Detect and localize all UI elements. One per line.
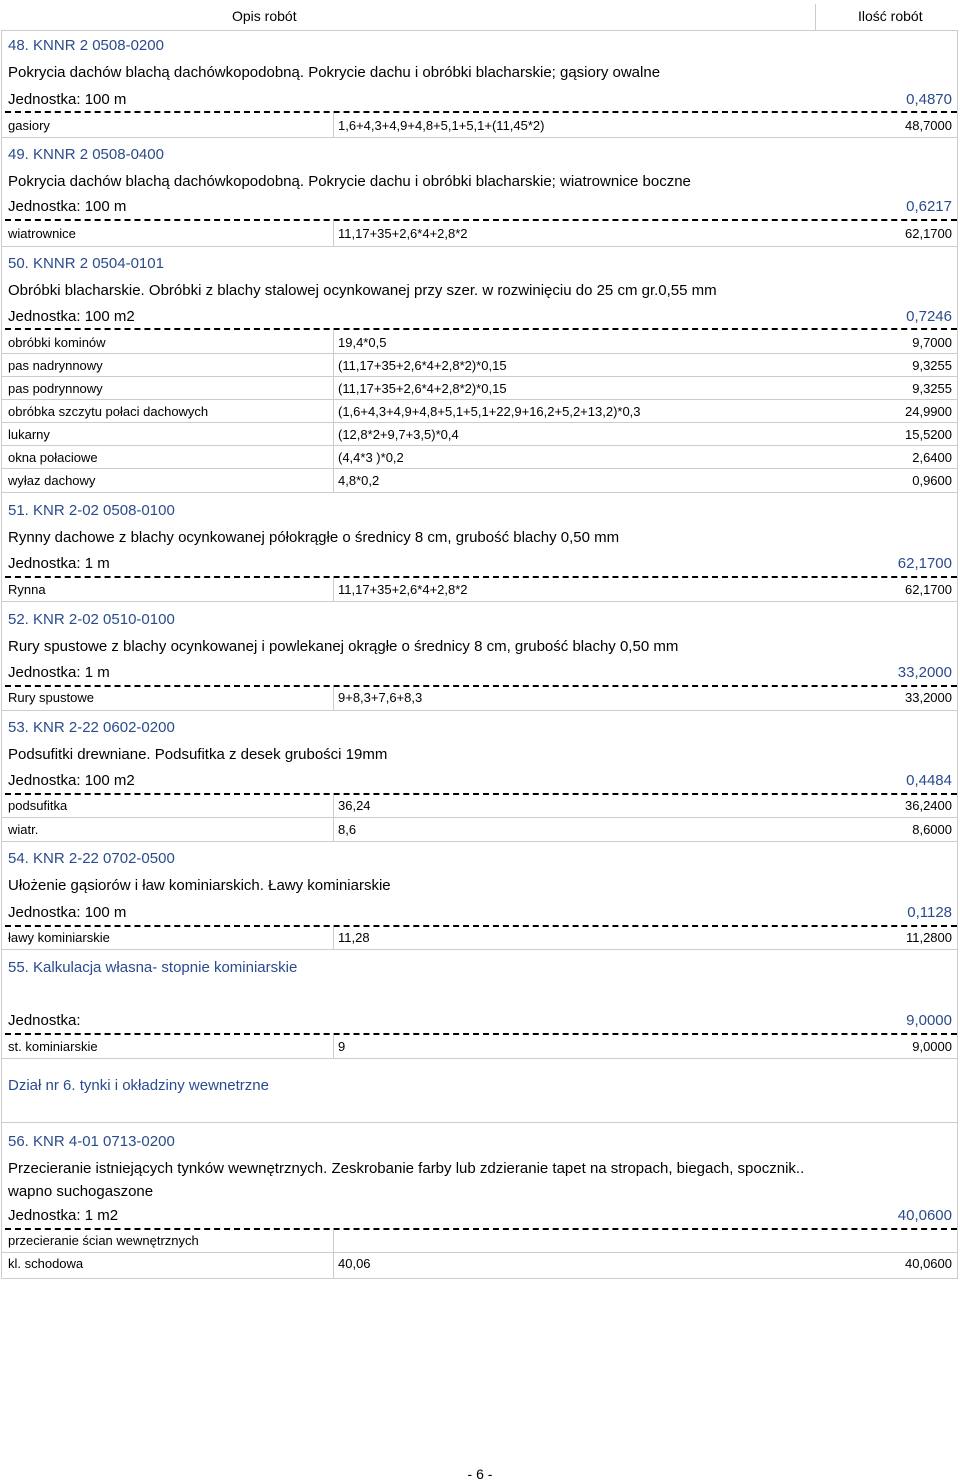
row-divider (1, 1252, 958, 1253)
row-divider (1, 399, 958, 400)
item-quantity: 0,1128 (907, 904, 952, 921)
row-formula: (4,4*3 )*0,2 (338, 450, 404, 465)
row-formula: 40,06 (338, 1256, 371, 1271)
row-formula: 1,6+4,3+4,9+4,8+5,1+5,1+(11,45*2) (338, 118, 545, 133)
column-divider (333, 927, 334, 949)
row-formula: 19,4*0,5 (338, 335, 387, 350)
item-unit: Jednostka: 100 m2 (8, 772, 135, 789)
table-header (0, 0, 960, 30)
item-code: 50. KNNR 2 0504-0101 (8, 255, 164, 272)
dashed-separator (5, 111, 957, 113)
item-code: 49. KNNR 2 0508-0400 (8, 146, 164, 163)
dashed-separator (5, 1228, 957, 1230)
item-code: 56. KNR 4-01 0713-0200 (8, 1133, 175, 1150)
section-title: Dział nr 6. tynki i okładziny wewnetrzne (8, 1077, 269, 1094)
row-divider (1, 841, 958, 842)
row-formula: (11,17+35+2,6*4+2,8*2)*0,15 (338, 381, 507, 396)
table-left-border (1, 30, 2, 1278)
row-value: 8,6000 (912, 822, 952, 837)
row-value: 62,1700 (905, 582, 952, 597)
row-label: Rury spustowe (8, 690, 94, 705)
row-divider (1, 949, 958, 950)
column-divider (333, 687, 334, 710)
row-value: 11,2800 (905, 930, 952, 945)
dashed-separator (5, 925, 957, 927)
item-unit: Jednostka: 100 m (8, 198, 127, 215)
column-divider (333, 578, 334, 601)
row-label: pas podrynnowy (8, 381, 103, 396)
row-divider (1, 137, 958, 138)
row-divider (1, 710, 958, 711)
row-divider (1, 817, 958, 818)
column-divider (333, 113, 334, 137)
row-formula: 11,17+35+2,6*4+2,8*2 (338, 226, 468, 241)
row-value: 9,7000 (912, 335, 952, 350)
item-quantity: 40,0600 (897, 1207, 952, 1224)
row-label: ławy kominiarskie (8, 930, 110, 945)
table-top-border (1, 30, 958, 31)
header-quantity: Ilość robót (858, 8, 923, 24)
table-right-border (957, 30, 958, 1278)
item-description: Podsufitki drewniane. Podsufitka z desek grubości 19mm (8, 746, 388, 763)
row-divider (1, 1122, 958, 1123)
row-value: 15,5200 (905, 427, 952, 442)
row-formula: 4,8*0,2 (338, 473, 380, 488)
row-value: 48,7000 (905, 118, 952, 133)
row-formula: 11,17+35+2,6*4+2,8*2 (338, 582, 468, 597)
row-divider (1, 1058, 958, 1059)
item-description: Rury spustowe z blachy ocynkowanej i powlekanej okrągłe o średnicy 8 cm, grubość blachy 0,50 mm (8, 638, 679, 655)
dashed-separator (5, 328, 957, 330)
item-unit: Jednostka: (8, 1012, 81, 1029)
row-label: st. kominiarskie (8, 1039, 98, 1054)
row-label: lukarny (8, 427, 50, 442)
item-description: Obróbki blacharskie. Obróbki z blachy stalowej ocynkowanej przy szer. w rozwinięciu do 25 cm gr.0,55 mm (8, 282, 717, 299)
row-divider (1, 601, 958, 602)
item-quantity: 0,4484 (906, 772, 952, 789)
item-quantity: 33,2000 (897, 664, 952, 681)
row-label: przecieranie ścian wewnętrznych (8, 1233, 199, 1248)
item-description: Rynny dachowe z blachy ocynkowanej półokrągłe o średnicy 8 cm, grubość blachy 0,50 mm (8, 529, 620, 546)
column-divider (333, 795, 334, 841)
header-description: Opis robót (232, 8, 297, 24)
column-divider (333, 1230, 334, 1278)
row-formula: 36,24 (338, 798, 371, 813)
item-code: 48. KNNR 2 0508-0200 (8, 37, 164, 54)
item-unit: Jednostka: 100 m2 (8, 308, 135, 325)
row-value: 36,2400 (905, 798, 952, 813)
row-label: Rynna (8, 582, 46, 597)
row-value: 62,1700 (905, 226, 952, 241)
row-formula: 9+8,3+7,6+8,3 (338, 690, 423, 705)
item-quantity: 62,1700 (897, 555, 952, 572)
row-value: 2,6400 (912, 450, 952, 465)
row-label: gasiory (8, 118, 50, 133)
item-code: 54. KNR 2-22 0702-0500 (8, 850, 175, 867)
page-number: - 6 - (467, 1466, 493, 1482)
item-description: Pokrycia dachów blachą dachówkopodobną. Pokrycie dachu i obróbki blacharskie; wiatrownice boczne (8, 173, 691, 190)
item-quantity: 0,4870 (906, 91, 952, 108)
item-quantity: 0,6217 (906, 198, 952, 215)
item-description: Pokrycia dachów blachą dachówkopodobną. Pokrycie dachu i obróbki blacharskie; gąsiory owalne (8, 64, 661, 81)
item-code: 51. KNR 2-02 0508-0100 (8, 502, 175, 519)
item-code: 55. Kalkulacja własna- stopnie kominiarskie (8, 959, 298, 976)
item-description: Przecieranie istniejących tynków wewnętrznych. Zeskrobanie farby lub zdzieranie tapet na stropach, biegach, spocznik.. (8, 1160, 805, 1177)
row-divider (1, 422, 958, 423)
row-value: 9,0000 (912, 1039, 952, 1054)
row-label: kl. schodowa (8, 1256, 84, 1271)
row-formula: 11,28 (338, 930, 370, 945)
row-label: pas nadrynnowy (8, 358, 103, 373)
row-divider (1, 492, 958, 493)
dashed-separator (5, 793, 957, 795)
row-value: 33,2000 (905, 690, 952, 705)
item-code: 53. KNR 2-22 0602-0200 (8, 719, 175, 736)
dashed-separator (5, 685, 957, 687)
row-formula: (11,17+35+2,6*4+2,8*2)*0,15 (338, 358, 507, 373)
item-unit: Jednostka: 100 m (8, 904, 127, 921)
table-bottom-border (1, 1278, 958, 1279)
row-formula: 9 (338, 1039, 346, 1054)
item-description-continued: wapno suchogaszone (8, 1183, 154, 1200)
item-unit: Jednostka: 100 m (8, 91, 127, 108)
column-divider (333, 1035, 334, 1058)
row-formula: (1,6+4,3+4,9+4,8+5,1+5,1+22,9+16,2+5,2+13,2)*0,3 (338, 404, 641, 419)
row-divider (1, 468, 958, 469)
row-label: wyłaz dachowy (8, 473, 96, 488)
row-label: wiatrownice (8, 226, 76, 241)
dashed-separator (5, 219, 957, 221)
row-label: podsufitka (8, 798, 68, 813)
item-quantity: 0,7246 (906, 308, 952, 325)
row-label: obróbki kominów (8, 335, 106, 350)
row-label: okna połaciowe (8, 450, 98, 465)
row-value: 9,3255 (912, 358, 952, 373)
row-value: 24,9900 (905, 404, 952, 419)
row-formula: (12,8*2+9,7+3,5)*0,4 (338, 427, 459, 442)
row-divider (1, 445, 958, 446)
row-label: wiatr. (8, 822, 39, 837)
row-value: 0,9600 (912, 473, 952, 488)
item-unit: Jednostka: 1 m2 (8, 1207, 119, 1224)
row-value: 9,3255 (912, 381, 952, 396)
row-label: obróbka szczytu połaci dachowych (8, 404, 209, 419)
row-divider (1, 376, 958, 377)
item-unit: Jednostka: 1 m (8, 555, 110, 572)
row-divider (1, 246, 958, 247)
dashed-separator (5, 576, 957, 578)
row-value: 40,0600 (905, 1256, 952, 1271)
row-formula: 8,6 (338, 822, 357, 837)
column-divider (333, 221, 334, 246)
row-divider (1, 353, 958, 354)
item-unit: Jednostka: 1 m (8, 664, 110, 681)
item-code: 52. KNR 2-02 0510-0100 (8, 611, 175, 628)
item-description: Ułożenie gąsiorów i ław kominiarskich. Ławy kominiarskie (8, 877, 391, 894)
header-divider (815, 4, 816, 30)
item-quantity: 9,0000 (906, 1012, 952, 1029)
dashed-separator (5, 1033, 957, 1035)
